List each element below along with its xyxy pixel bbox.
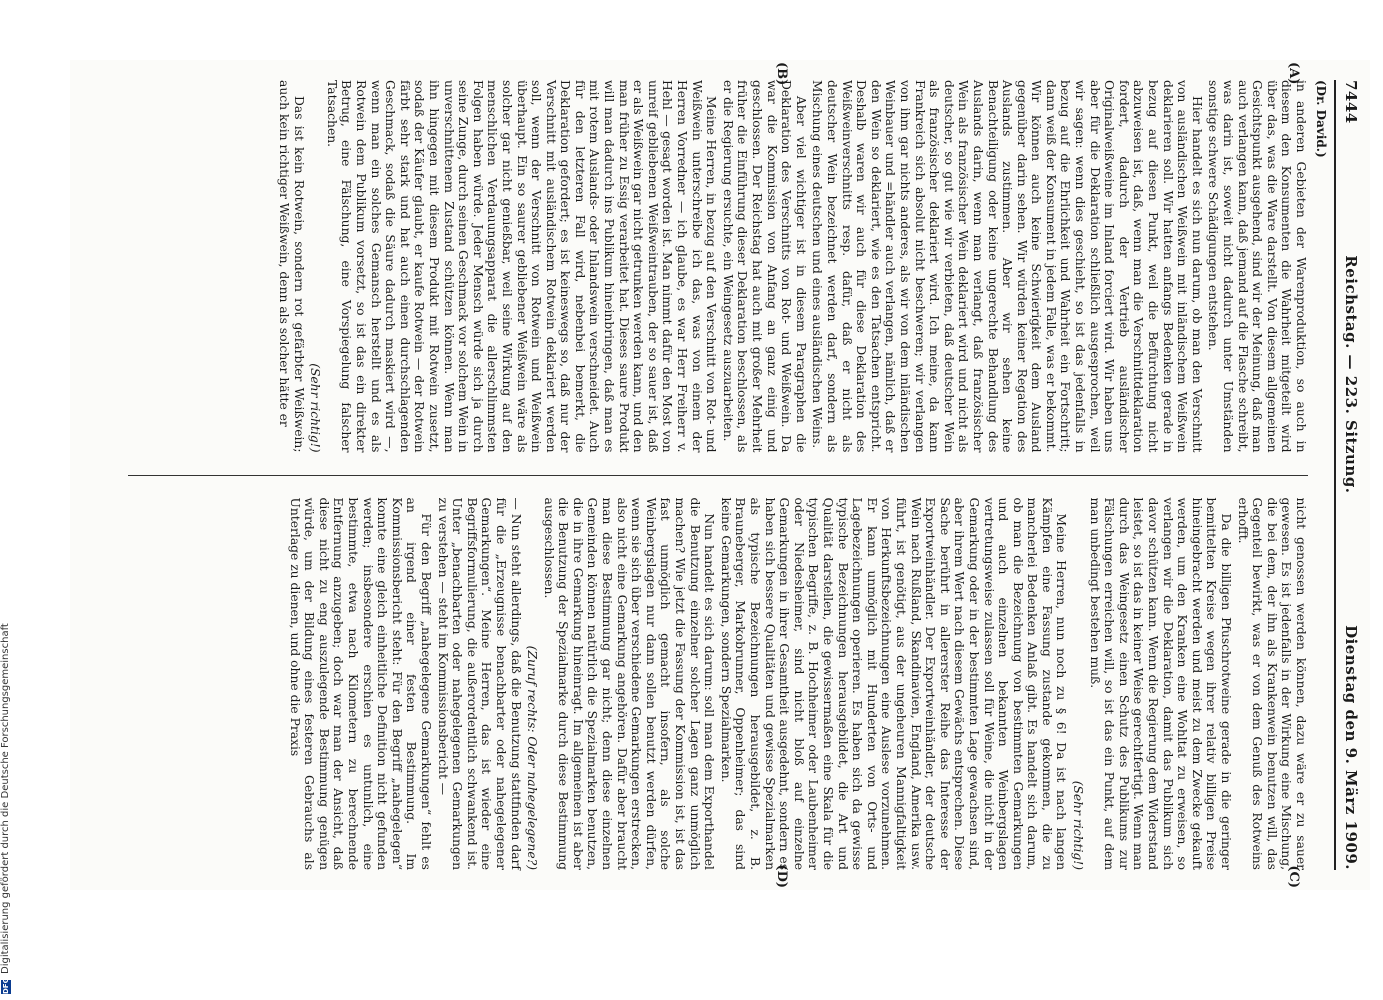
- page-number: 7444: [1342, 80, 1360, 124]
- column-divider: [128, 475, 1308, 476]
- page-date: Dienstag den 9. März 1909.: [1342, 625, 1360, 870]
- margin-marker-d: (D): [774, 864, 789, 888]
- funding-text: Digitalisierung gefördert durch die Deutsche Forschungsgemeinschaft: [0, 623, 11, 974]
- paragraph: — Nun steht allerdings, daß die Benutzung stattfinden darf für die „Erzeugnisse benachbarter oder nahegelegener Gemarkungen“. Meine Herren, das ist wieder eine Begriffsformulierung, die außerordentlich schwankend ist. Unter „benachbarten oder nahegelegenen Gemarkungen zu verstehen — steht im Kommissionsbericht —: [435, 497, 523, 870]
- paragraph: Aber viel wichtiger ist in diesem Paragraphen die Deklaration des Verschnitts von Rot- und Weißwein. Da war die Kommission von Anfang an ganz einig und geschlossen. Der Reichstag hat auch mit großer Mehrheit früher die Einführung dieser Deklaration beschlossen, als er die Regierung ersuchte, ein Weingesetz auszuarbeiten.: [720, 80, 808, 453]
- paragraph: Hier handelt es sich nun darum, ob man den Verschnitt von ausländischen Weißwein mit inländischem Weißwein deklarieren soll. Wir hatten anfangs Bedenken gerade in bezug auf diesen Punkt, weil die Befürchtung nicht abzuweisen ist, daß, wenn man die Verschnittdeklaration fordert, dadurch der Vertrieb ausländischer Originalweißweine im Inland forciert wird. Wir haben uns aber für die Deklaration schließlich ausgesprochen, weil wir sagen: wenn dies geschieht, so ist das jedenfalls in bezug auf die Ehrlichkeit und Wahrheit ein Fortschritt; dann weiß der Konsument in jedem Falle, was er bekommt. Wir können auch keine Schwierigkeit dem Ausland gegenüber darin sehen. Wir würden keiner Regation des Auslands zustimmen. Aber wir sehen keine Benachteiligung oder keine ungerechte Behandlung des Auslands darin, wenn man verlangt, daß französischer Wein als französischer Wein deklariert wird und nicht als deutscher, so gut wie wir verbieten, daß deutscher Wein als französischer deklariert wird. Ich meine, da kann Frankreich sich absolut nicht beschweren; wir verlangen von ihm gar nichts anderes, als wir von dem inländischen Weinbauer und =händler auch verlangen, nämlich, daß er den Wein so deklariert, wie es den Tatsachen entspricht. Deshalb waren wir auch für diese Deklaration des Weißweinverschnitts resp. dafür, daß er nicht als deutscher Wein bezeichnet werden darf, sondern als Mischung eines deutschen und eines ausländischen Weins.: [810, 80, 1204, 453]
- paragraph: nicht genossen werden können, dazu wäre er zu sauer gewesen. Es ist jedenfalls in der Wirkung eine Mischung, die bei dem, der ihn als Krankenwein benutzen will, das Gegenteil bewirkt, was er von dem Genuß des Rotweins erhofft.: [1235, 497, 1308, 870]
- margin-marker-a: (A): [1286, 62, 1301, 85]
- left-column: [128, 62, 1308, 453]
- scanned-page: [70, 60, 1370, 890]
- funding-footer: [0, 594, 11, 1000]
- dfg-logo-icon: DFG: [1, 977, 10, 994]
- speaker-label: (Dr. David.): [1314, 80, 1328, 158]
- paragraph: Für den Begriff „nahegelegene Gemarkungen“ fehlt es an irgend einer festen Bestimmung. Im Kommissionsbericht steht: Für den Begriff „nahegelegen“ konnte eine gleich einheitliche Definition nicht gefunden werden; insbesondere erschien es untunlich, eine bestimmte, etwa nach Kilometern zu berechnende Entfernung anzugeben; doch war man der Ansicht, daß diese nicht zu eng auszulegende Bestimmung genügen würde, um der Bildung eines festeren Gebrauchs als Unterlage zu dienen, und ohne die Praxis: [287, 497, 433, 870]
- paragraph: in anderen Gebieten der Warenproduktion, so auch in diesem den Konsumenten die Wahrheit mitgeteilt wird über das, was die Ware darstellt. Von diesem allgemeinen Gesichtspunkt ausgehend, sind wir der Meinung, daß man auch verlangen kann, daß jemand auf die Flasche schreibt, was darin ist, soweit nicht dadurch unter Umständen sonstige schwere Schädigungen entstehen.: [1206, 80, 1308, 453]
- page-frame: [30, 60, 1370, 888]
- interjection: (Sehr richtig!): [1071, 780, 1086, 870]
- paragraph: Nun handelt es sich darum: soll man dem Exporthandel die Benutzung einzelner solcher Lagen ganz unmöglich machen? Wie jetzt die Fassung der Kommission ist, ist das fast unmöglich gemacht insofern, als solche Weinbergslagen nur dann sollen benutzt werden dürfen, wenn sie sich über verschiedene Gemarkungen erstrecken, also nicht eine Gemarkung angehören. Dafür aber braucht man diese Bestimmung gar nicht; denn diese einzelnen Gemeinden können natürlich die Spezialmarken benutzen, die in ihre Gemarkung hineinragt. Im allgemeinen ist aber die Benutzung der Spezialmarke durch diese Bestimmung ausgeschlossen.: [541, 497, 717, 870]
- page-title: Reichstag. — 223. Sitzung.: [1342, 255, 1360, 494]
- text-columns: [128, 62, 1308, 888]
- right-column: [128, 497, 1308, 888]
- paragraph: Meine Herren, in bezug auf den Verschnitt von Rot- und Weißwein unterschreibe ich das, was von einem der Herren Vorredner — ich glaube, es war Herr Freiherr v. Hehl — gesagt worden ist. Man nimmt dafür den Most von unreif gebliebenen Weißweintrauben, der so sauer ist, daß er als Weißwein gar nicht getrunken werden kann, und den man früher zu Essig verarbeitet hat. Dieses saure Produkt will man dadurch ins Publikum hineinbringen, daß man es mit rotem Auslands- oder Inlandswein verschneidet. Auch für den letzteren Fall wird, nebenbei bemerkt, die Deklaration gefordert; es ist keineswegs so, daß nur der Verschnitt mit ausländischem Rotwein deklariert werden soll, wenn der Verschnitt von Rotwein und Weißwein überhaupt. Ein so saurer gebliebener Weißwein wäre als solcher gar nicht genießbar, weil seine Wirkung auf den menschlichen Verdauungsapparat die allerschlimmsten Folgen haben würde. Jeder Mensch würde sich ja durch seine Zunge, durch seinen Geschmack vor solchem Wein in unverschnittenem Zustand schützen können. Wenn man ihn hingegen mit diesem Produkt mit Rotwein zusetzt, sodaß der Käufer glaubt, er kaufe Rotwein — der Rotwein färbt sehr stark und hat auch einen durchschlagenden Geschmack, sodaß die Säure dadurch maskiert wird —, wenn man ein solches Gemansch herstellt und es als Rotwein dem Publikum vorsetzt, so ist das ein direkter Betrug, eine Fälschung, eine Vorspiegelung falscher Tatsachen.: [324, 80, 719, 453]
- paragraph: Da die billigen Pfuschrotweine gerade in die geringer bemittelten Kreise wegen ihrer relativ billigen Preise hineingebracht werden und meist zu dem Zwecke gekauft werden, um den Kranken eine Wohltat zu erweisen, so verlangen wir die Deklaration, damit das Publikum sich davor schützen kann. Wenn die Regierung dem Widerstand leistet, so ist das in keiner Weise gerechtfertigt. Wenn man durch das Weingesetz einen Schutz des Publikums zur Fälschungen erreichen will, so ist das ein Punkt, auf dem man unbedingt bestehen muß.: [1087, 497, 1234, 870]
- interjection: (Sehr richtig!): [308, 363, 323, 453]
- paragraph: Meine Herren, nun noch zu § 6! Da ist nach langen Kämpfen eine Fassung zustande gekommen, die zu mancherlei Bedenken Anlaß gibt. Es handelt sich darum, ob man die Bezeichnung von bestimmten Gemarkungen und auch einzelnen bekannten Weinbergslagen vertretungsweise zulassen soll für Weine, die nicht in der Gemarkung oder in der bestimmten Lage gewachsen sind, aber ihrem Wert nach diesem Gewächs entsprechen. Diese Sache berührt in allererster Reihe das Interesse der Exportweinhändler. Der Exportweinhändler, der deutsche Wein nach Rußland, Skandinavien, England, Amerika usw. führt, ist genötigt, aus der ungeheuren Mannigfaltigkeit von Herkunftsbezeichnungen eine Auslese vorzunehmen. Er kann unmöglich mit Hunderten von Orts- und Lagebezeichnungen operieren. Es haben sich da gewisse typische Bezeichnungen herausgebildet, die Art und Qualität darstellen, die gewissermaßen eine Skala für die typischen Begriffe, z. B. Hochheimer oder Laubenheimer oder Niedesheimer, sind nicht bloß auf einzelne Gemarkungen in ihrer Gesamtheit ausgedehnt, sondern es haben sich bessere Qualitäten und gewisse Spezialmarken als typische Bezeichnungen herausgebildet, z. B. Brauneberger, Markobrunner, Oppenheimer; das sind keine Gemarkungen, sondern Spezialmarken.: [718, 497, 1069, 870]
- margin-marker-b: (B): [774, 62, 789, 86]
- paragraph: Das ist kein Rotwein, sondern rot gefärbter Weißwein; auch kein richtiger Weißwein, denn als solcher hätte er: [277, 80, 306, 453]
- interjection: (Zuruf rechts: Oder nahegelegene?): [525, 645, 540, 870]
- margin-marker-c: (C): [1286, 865, 1301, 888]
- page-header: [1334, 80, 1360, 870]
